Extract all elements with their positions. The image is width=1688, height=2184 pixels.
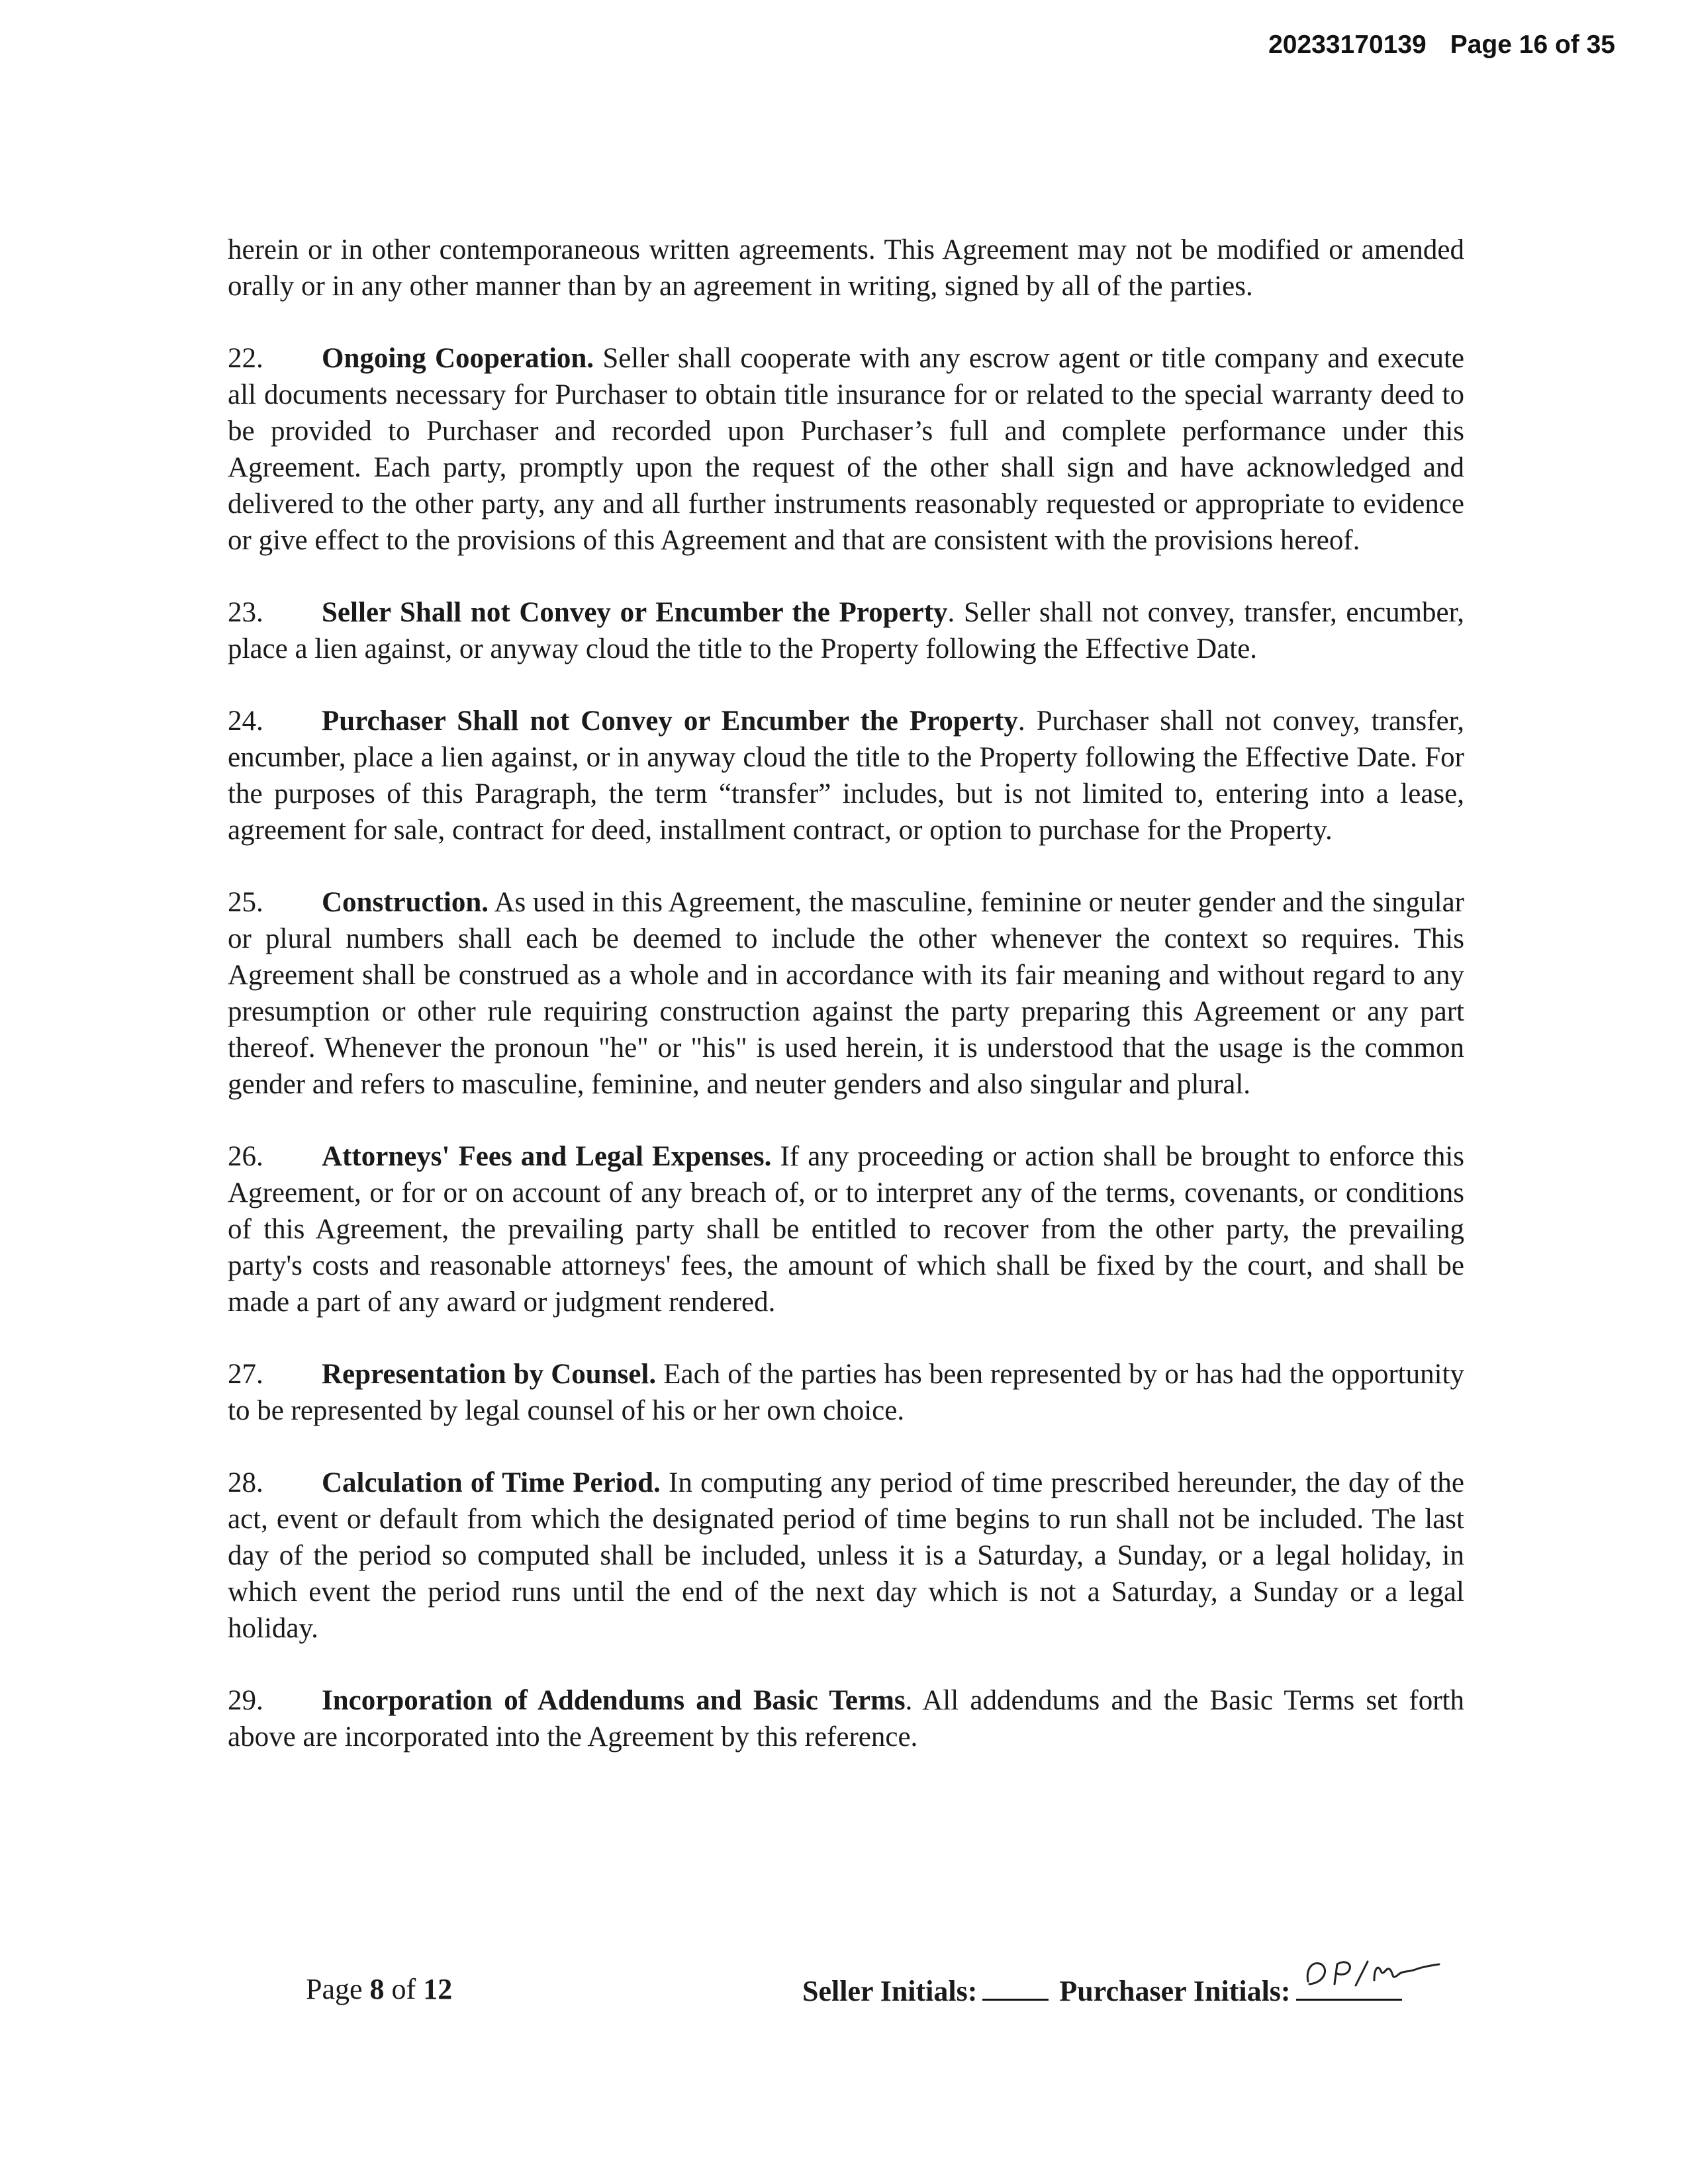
section-heading: Ongoing Cooperation. — [322, 343, 594, 374]
agreement-body — [228, 232, 1464, 1791]
section-number: 28. — [228, 1467, 263, 1498]
section-body: As used in this Agreement, the masculine, feminine or neuter gender and the singular or plural numbers shall each be deemed to include the other whenever the context so requires. This Agreement shall be construed as a whole and in accordance with its fair meaning and without regard to any presumption or other rule requiring construction against the party preparing this Agreement or any part thereof. Whenever the pronoun "he" or "his" is used herein, it is understood that the usage is the common gender and refers to masculine, feminine, and neuter genders and also singular and plural. — [228, 887, 1464, 1100]
section-number: 24. — [228, 705, 263, 737]
section-26 — [228, 1138, 1464, 1320]
purchaser-initials-label: Purchaser Initials: — [1059, 1975, 1291, 2007]
seller-initials-label: Seller Initials: — [802, 1975, 978, 2007]
section-22 — [228, 340, 1464, 559]
purchaser-initials-signature — [1299, 1955, 1444, 1995]
page-current: 8 — [369, 1973, 385, 2005]
page-indicator — [306, 1972, 452, 2006]
section-25 — [228, 884, 1464, 1103]
section-number: 22. — [228, 343, 263, 374]
recording-header — [1268, 30, 1615, 60]
document-number: 20233170139 — [1268, 30, 1427, 59]
section-heading: Seller Shall not Convey or Encumber the Property — [322, 597, 948, 628]
recorder-page-label: Page 16 of 35 — [1450, 30, 1615, 59]
section-heading: Attorneys' Fees and Legal Expenses. — [322, 1141, 772, 1172]
seller-initials-line — [982, 1972, 1049, 2001]
section-number: 26. — [228, 1141, 263, 1172]
page-of: of — [391, 1973, 416, 2005]
section-number: 29. — [228, 1685, 263, 1716]
section-body: . Purchaser shall not convey, transfer, encumber, place a lien against, or in anyway cloud the title to the Property following the Effective Date. For the purposes of this Paragraph, the term “transfer” includes, but is not limited to, entering into a lease, agreement for sale, contract for deed, installment contract, or option to purchase for the Property. — [228, 705, 1465, 846]
section-number: 27. — [228, 1359, 263, 1390]
section-body: If any proceeding or action shall be brought to enforce this Agreement, or for or on account of any breach of, or to interpret any of the terms, covenants, or conditions of this Agreement, the prevailing party shall be entitled to recover from the other party, the prevailing party's costs and reasonable attorneys' fees, the amount of which shall be fixed by the court, and shall be made a part of any award or judgment rendered. — [228, 1141, 1464, 1318]
section-23 — [228, 594, 1464, 667]
section-body: Each of the parties has been represented by or has had the opportunity to be represented by legal counsel of his or her own choice. — [228, 1359, 1465, 1426]
section-body: In computing any period of time prescribed hereunder, the day of the act, event or default from which the designated period of time begins to run shall not be included. The last day of the period so computed shall be included, unless it is a Saturday, a Sunday, or a legal holiday, in which event the period runs until the end of the next day which is not a Saturday, a Sunday or a legal holiday. — [228, 1467, 1464, 1644]
section-27 — [228, 1356, 1464, 1429]
section-number: 23. — [228, 597, 263, 628]
section-heading: Calculation of Time Period. — [322, 1467, 661, 1498]
section-heading: Representation by Counsel. — [322, 1359, 657, 1390]
section-body: Seller shall cooperate with any escrow agent or title company and execute all documents necessary for Purchaser to obtain title insurance for or related to the special warranty deed to be provided to Purchaser and recorded upon Purchaser’s full and complete performance under this Agreement. Each party, promptly upon the request of the other shall sign and have acknowledged and delivered to the other party, any and all further instruments reasonably requested or appropriate to evidence or give effect to the provisions of this Agreement and that are consistent with the provisions hereof. — [228, 343, 1465, 556]
section-heading: Incorporation of Addendums and Basic Terms — [322, 1685, 906, 1716]
section-body: . Seller shall not convey, transfer, encumber, place a lien against, or anyway cloud the title to the Property following the Effective Date. — [228, 597, 1464, 664]
continuation-paragraph: herein or in other contemporaneous written agreements. This Agreement may not be modified or amended orally or in any other manner than by an agreement in writing, signed by all of the parties. — [228, 234, 1464, 302]
purchaser-initials-line — [1296, 1972, 1402, 2001]
page-word: Page — [306, 1973, 363, 2005]
section-29 — [228, 1682, 1464, 1755]
section-number: 25. — [228, 887, 263, 918]
section-28 — [228, 1465, 1464, 1647]
page-footer — [306, 1972, 1491, 2019]
section-heading: Purchaser Shall not Convey or Encumber the Property — [322, 705, 1018, 737]
initials-block — [802, 1972, 1402, 2008]
page-total: 12 — [423, 1973, 453, 2005]
section-24 — [228, 703, 1464, 848]
section-heading: Construction. — [322, 887, 489, 918]
section-body: . All addendums and the Basic Terms set forth above are incorporated into the Agreement by this reference. — [228, 1685, 1465, 1752]
